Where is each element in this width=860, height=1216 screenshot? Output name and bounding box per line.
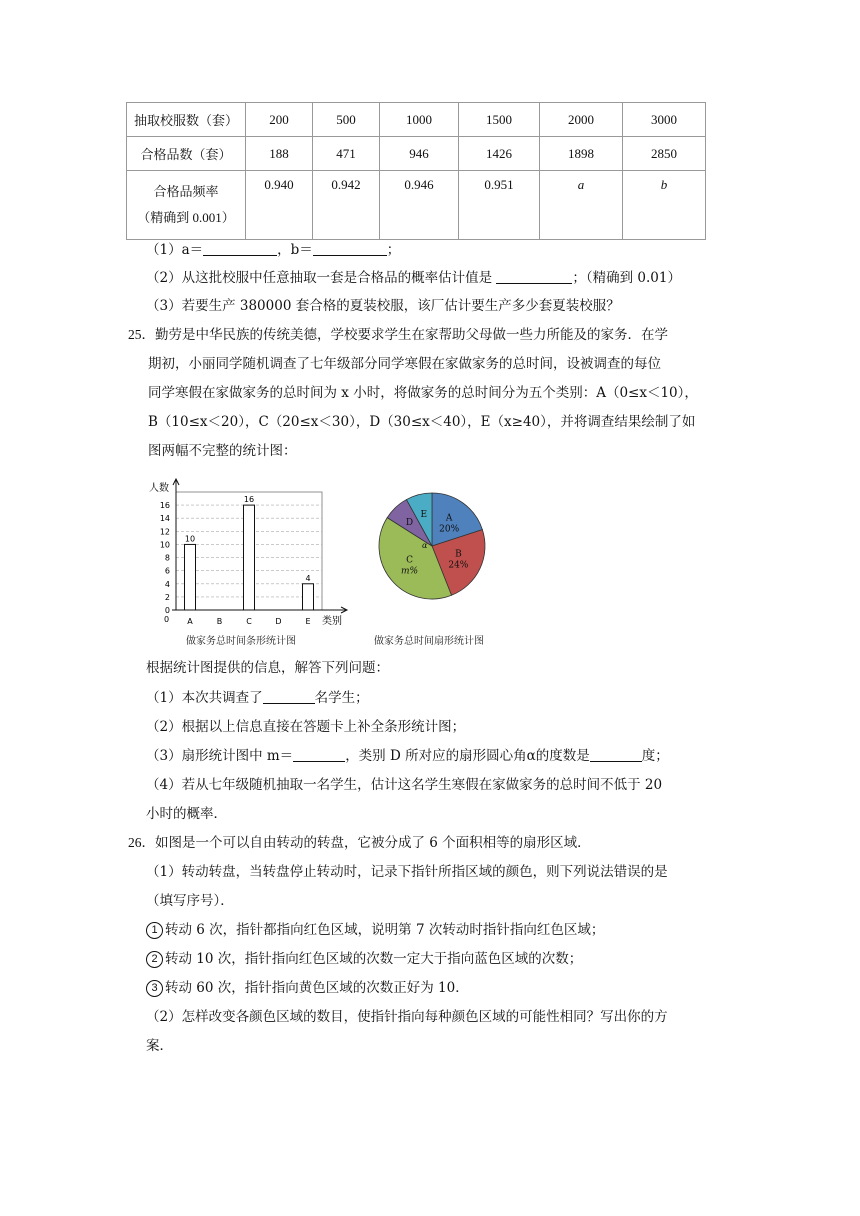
x-tick-label: E: [305, 617, 311, 626]
bar: [244, 505, 255, 610]
answer-blank-count[interactable]: [263, 689, 315, 704]
x-tick-label: A: [187, 617, 193, 626]
answer-blank-alpha[interactable]: [590, 747, 642, 762]
x-tick-label: D: [275, 617, 282, 626]
bar-data-label: 10: [184, 534, 196, 544]
table-header-cell: [127, 171, 246, 240]
q26-part2: （2）怎样改变各颜色区域的数目，使指针指向每种颜色区域的可能性相同？写出你的方: [146, 1009, 668, 1025]
table-cell: 2000: [540, 103, 623, 137]
x-tick-label: B: [216, 617, 223, 626]
pie-slice-value: 24%: [448, 560, 469, 571]
q26-line1: 26．如图是一个可以自由转动的转盘，它被分成了 6 个面积相等的扇形区域．: [128, 835, 591, 851]
table-cell: 0.951: [459, 171, 540, 240]
pie-slice-value: m%: [400, 566, 419, 577]
freq-header-line1: 合格品频率: [153, 184, 219, 199]
y-tick-label: 2: [164, 592, 170, 602]
table-row: [127, 137, 706, 171]
option-number-3: 3: [146, 980, 163, 997]
q25-line2: 期初，小丽同学随机调查了七年级部分同学寒假在家做家务的总时间，设被调查的每位: [148, 356, 661, 372]
table-row: [127, 171, 706, 240]
y-axis-label: 人数: [149, 483, 169, 494]
y-tick-label: 16: [159, 501, 170, 511]
sampling-table: [126, 102, 706, 240]
option-number-2: 2: [146, 951, 163, 968]
bar: [303, 584, 314, 610]
bar-chart-svg: [140, 478, 350, 628]
question-number: 26．: [128, 835, 155, 850]
table-cell: 0.946: [380, 171, 459, 240]
pie-chart-svg: [376, 490, 488, 602]
table-cell: 471: [313, 137, 380, 171]
pie-chart-title: 做家务总时间扇形统计图: [374, 636, 484, 647]
q25-intro: 根据统计图提供的信息，解答下列问题：: [146, 660, 389, 676]
q26-option2: 2 转动 10 次，指针指向红色区域的次数一定大于指向蓝色区域的次数；: [146, 949, 582, 969]
origin-label: 0: [164, 615, 170, 624]
q25-part2: （2）根据以上信息直接在答题卡上补全条形统计图；: [146, 719, 466, 735]
q24-part3: （3）若要生产 380000 套合格的夏装校服，该厂估计要生产多少套夏装校服？: [146, 298, 620, 314]
y-tick-label: 8: [164, 553, 170, 563]
q25-line3: 同学寒假在家做家务的总时间为 x 小时，将做家务的总时间分为五个类别：A（0≤x＜10），: [148, 385, 698, 401]
q25-line5: 图两幅不完整的统计图：: [148, 443, 297, 459]
bar: [185, 544, 196, 610]
bar-chart-title: 做家务总时间条形统计图: [186, 636, 296, 647]
pie-slice-label: B: [455, 549, 462, 560]
table-cell: 200: [246, 103, 313, 137]
q25-line1: 25．勤劳是中华民族的传统美德，学校要求学生在家帮助父母做一些力所能及的家务．在学: [128, 327, 668, 343]
q25-part4: （4）若从七年级随机抽取一名学生，估计这名学生寒假在家做家务的总时间不低于 20: [146, 777, 663, 793]
answer-blank-b[interactable]: [313, 241, 387, 256]
q25-part1: （1）本次共调查了 名学生；: [146, 690, 369, 706]
table-cell: 188: [246, 137, 313, 171]
x-axis-label: 类别: [322, 616, 342, 627]
table-header-cell: 抽取校服数（套）: [127, 103, 246, 137]
y-tick-label: 14: [159, 514, 170, 524]
answer-blank-m[interactable]: [293, 747, 345, 762]
q26-part1: （1）转动转盘，当转盘停止转动时，记录下指针所指区域的颜色，则下列说法错误的是: [146, 864, 668, 880]
table-header-cell: 合格品数（套）: [127, 137, 246, 171]
table-cell: a: [540, 171, 623, 240]
table-row: [127, 103, 706, 137]
bar-chart: [140, 478, 350, 628]
freq-header-line2: （精确到 0.001）: [137, 210, 235, 225]
q25-line4: B（10≤x＜20），C（20≤x＜30），D（30≤x＜40），E（x≥40），并将调查结果绘制了如: [148, 414, 696, 430]
answer-blank-a[interactable]: [203, 241, 277, 256]
table-cell: 3000: [623, 103, 706, 137]
table-cell: 500: [313, 103, 380, 137]
answer-blank-probability[interactable]: [496, 269, 572, 284]
pie-slice-label: D: [405, 518, 414, 529]
y-tick-label: 6: [164, 566, 170, 576]
table-cell: 1000: [380, 103, 459, 137]
y-tick-label: 12: [159, 527, 170, 537]
pie-slice-label: C: [406, 555, 413, 566]
pie-chart: [376, 490, 488, 602]
q24-part1: （1）a＝ ，b＝ ；: [146, 242, 401, 258]
y-tick-label: 4: [164, 579, 170, 589]
table-cell: 946: [380, 137, 459, 171]
pie-slice-label: A: [445, 513, 453, 524]
bar-data-label: 4: [305, 573, 311, 583]
q25-part4-cont: 小时的概率．: [146, 806, 227, 822]
table-cell: 1898: [540, 137, 623, 171]
q26-part1-cont: （填写序号）．: [146, 893, 234, 909]
q24-part2: （2）从这批校服中任意抽取一套是合格品的概率估计值是 ；（精确到 0.01）: [146, 270, 681, 286]
y-tick-label: 10: [159, 540, 170, 550]
q26-option1: 1 转动 6 次，指针都指向红色区域，说明第 7 次转动时指针指向红色区域；: [146, 920, 604, 940]
q26-part2-cont: 案．: [146, 1038, 173, 1054]
table-cell: 0.940: [246, 171, 313, 240]
pie-slice-label: E: [420, 510, 428, 521]
table-cell: 2850: [623, 137, 706, 171]
q26-option3: 3 转动 60 次，指针指向黄色区域的次数正好为 10．: [146, 978, 469, 998]
pie-slice-value: 20%: [439, 524, 460, 535]
bar-data-label: 16: [243, 495, 255, 505]
x-tick-label: C: [246, 617, 252, 626]
y-tick-label: 0: [164, 606, 170, 615]
table-cell: 0.942: [313, 171, 380, 240]
angle-alpha-label: α: [422, 541, 428, 550]
table-cell: 1426: [459, 137, 540, 171]
q25-part3: （3）扇形统计图中 m＝ ，类别 D 所对应的扇形圆心角α的度数是 度；: [146, 748, 669, 764]
option-number-1: 1: [146, 922, 163, 939]
question-number: 25．: [128, 327, 155, 342]
table-cell: b: [623, 171, 706, 240]
table-cell: 1500: [459, 103, 540, 137]
